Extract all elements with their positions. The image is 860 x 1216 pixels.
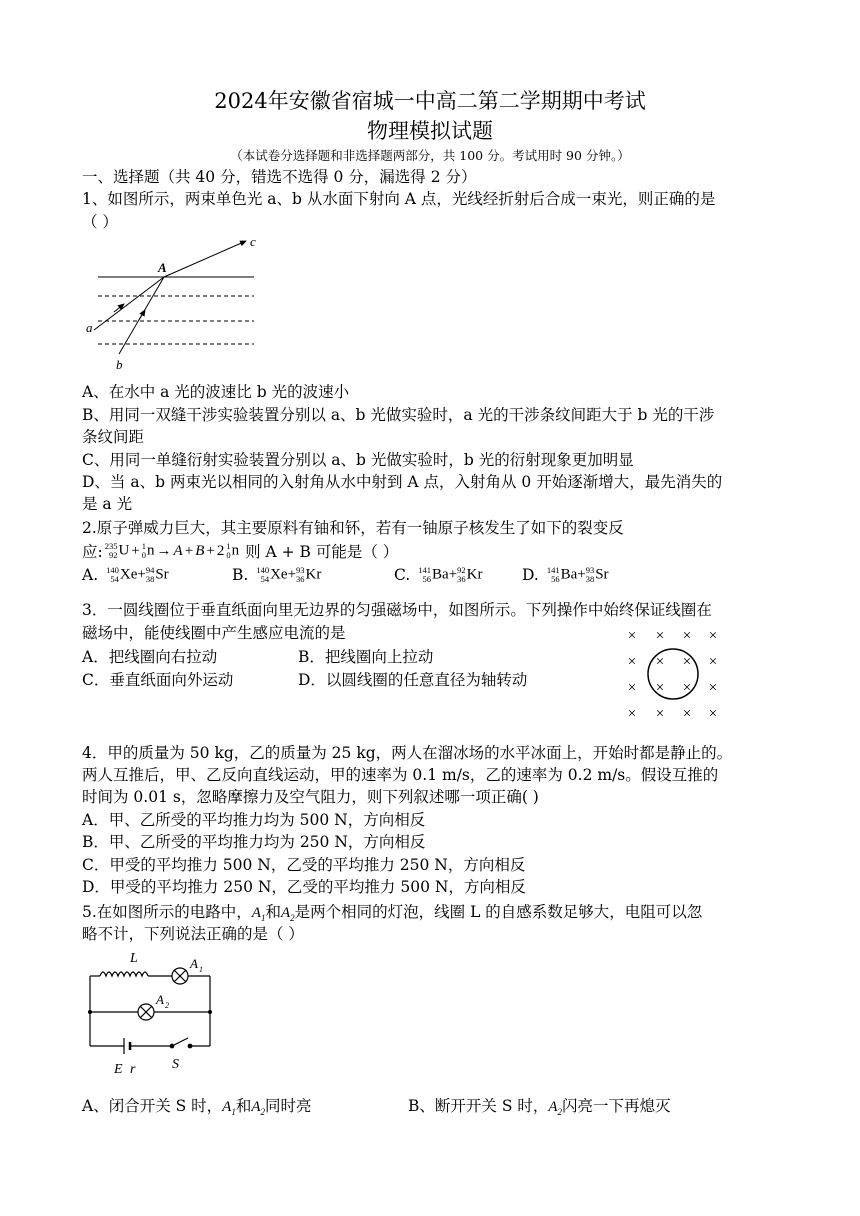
svg-text:×: ×: [682, 654, 692, 670]
exam-title: 2024年安徽省宿城一中高二第二学期期中考试: [214, 89, 646, 113]
svg-text:×: ×: [708, 628, 718, 644]
coil-circle: [648, 649, 698, 699]
q3-option-b: B．把线圈向上拉动: [298, 648, 434, 666]
q1-stem-line1: 1、如图所示，两束单色光 a、b 从水面下射向 A 点，光线经折射后合成一束光，则正确的是: [82, 190, 716, 208]
product-B: B: [195, 542, 205, 559]
label-c: c: [250, 234, 256, 249]
lamp-a2-symbol: $A_2$: [280, 905, 295, 923]
svg-text:×: ×: [682, 628, 692, 644]
q1-option-d-line2: 是 a 光: [82, 495, 133, 513]
label-r: r: [130, 1062, 136, 1077]
reaction-arrow: →: [156, 542, 172, 559]
q4-line2: 两人互推后，甲、乙反向直线运动，甲的速率为 0.1 m/s，乙的速率为 0.2 m/s。假设互推的: [82, 766, 719, 784]
label-E: E: [114, 1062, 123, 1077]
field-crosses: [628, 628, 717, 722]
svg-text:2: 2: [165, 1001, 169, 1010]
exam-note: （本试卷分选择题和非选择题两部分，共 100 分。考试用时 90 分钟。）: [230, 148, 630, 163]
q4-option-c: C．甲受的平均推力 500 N，乙受的平均推力 250 N，方向相反: [82, 856, 526, 874]
label-L: L: [130, 951, 138, 966]
svg-text:×: ×: [682, 680, 692, 696]
svg-text:×: ×: [627, 628, 637, 644]
q5-option-b: B、断开开关 S 时， $A_2$ 闪亮一下再熄灭: [408, 1097, 671, 1117]
svg-text:×: ×: [627, 680, 637, 696]
q2-stem-prefix: 应:: [82, 543, 103, 561]
q3-stem-line2: 磁场中，能使线圈中产生感应电流的是: [82, 624, 346, 642]
q5-stem-line2: 略不计，下列说法正确的是（ ）: [82, 925, 304, 943]
inductor-coil: [100, 972, 148, 976]
q3-option-a: A．把线圈向右拉动: [82, 648, 218, 666]
svg-text:×: ×: [627, 706, 637, 722]
section-heading: 一、选择题（共 40 分，错选不选得 0 分，漏选得 2 分）: [82, 168, 477, 186]
neutron-coefficient: 2: [216, 542, 225, 559]
q2-equation-line: 应: 235 92 U + 1 0 n → A + B + 2 1 0 n 则 A + B 可能是（ ）: [82, 541, 399, 561]
label-A: A: [158, 260, 167, 275]
uranium-nuclide: 235 92 U: [104, 541, 130, 560]
ray-c: [164, 241, 246, 277]
q2-option-d: D. 141 56 Ba+ 93 38 Sr: [522, 565, 609, 584]
product-A: A: [173, 542, 183, 559]
label-S: S: [172, 1057, 179, 1072]
svg-text:×: ×: [708, 680, 718, 696]
q2-stem-suffix: 则 A + B 可能是（ ）: [245, 543, 399, 561]
q4-option-a: A．甲、乙所受的平均推力均为 500 N，方向相反: [82, 811, 426, 829]
q1-option-b-line2: 条纹间距: [82, 428, 145, 446]
q1-option-d-line1: D、当 a、b 两束光以相同的入射角从水中射到 A 点，入射角从 0 开始逐渐增大，最先消失的: [82, 473, 723, 491]
q3-option-c: C．垂直纸面向外运动: [82, 671, 234, 689]
svg-text:×: ×: [627, 654, 637, 670]
q1-refraction-figure: [84, 232, 264, 372]
q5-circuit-figure: [80, 942, 220, 1082]
q4-option-d: D．甲受的平均推力 250 N，乙受的平均推力 500 N，方向相反: [82, 878, 526, 896]
svg-text:1: 1: [199, 965, 203, 974]
q5-option-a: A、闭合开关 S 时， $A_1$ 和 $A_2$ 同时亮: [82, 1097, 312, 1117]
svg-text:×: ×: [655, 680, 665, 696]
neutron-nuclide-product: 1 0 n: [226, 541, 240, 560]
label-b: b: [116, 357, 123, 372]
q4-line1: 4．甲的质量为 50 kg，乙的质量为 25 kg，两人在溜冰场的水平冰面上，开始时都是静止的。: [82, 744, 733, 762]
svg-text:×: ×: [708, 654, 718, 670]
q1-stem-line2: （ ）: [82, 213, 118, 231]
exam-subtitle: 物理模拟试题: [367, 119, 493, 143]
lamp-a1-symbol: $A_1$: [251, 905, 266, 923]
q5-stem-line1: 5.在如图所示的电路中， $A_1$ 和 $A_2$ 是两个相同的灯泡，线圈 L 的自感系数足够大，电阻可以忽: [82, 903, 703, 923]
q2-stem-line1: 2.原子弹威力巨大，其主要原料有铀和钚，若有一铀原子核发生了如下的裂变反: [82, 519, 624, 537]
q4-line3: 时间为 0.01 s，忽略摩擦力及空气阻力，则下列叙述哪一项正确( ): [82, 788, 539, 806]
ray-a: [94, 277, 164, 330]
q1-option-c: C、用同一单缝衍射实验装置分别以 a、b 光做实验时，b 光的衍射现象更加明显: [82, 451, 634, 469]
q3-magnetic-field-figure: [620, 622, 730, 726]
svg-text:×: ×: [708, 706, 718, 722]
q3-stem-line1: 3．一圆线圈位于垂直纸面向里无边界的匀强磁场中，如图所示。下列操作中始终保证线圈在: [82, 601, 712, 619]
label-A1: A: [190, 956, 198, 971]
q2-option-c: C. 141 56 Ba+ 92 36 Kr: [394, 565, 483, 584]
q1-option-a: A、在水中 a 光的波速比 b 光的波速小: [82, 383, 350, 401]
q2-option-a: A. 140 54 Xe+ 94 38 Sr: [82, 565, 169, 584]
plus-sign: +: [131, 542, 140, 559]
label-A2: A: [156, 992, 164, 1007]
q3-option-d: D．以圆线圈的任意直径为轴转动: [298, 671, 528, 689]
switch: [172, 1038, 188, 1046]
svg-text:×: ×: [655, 628, 665, 644]
q2-option-b: B. 140 54 Xe+ 93 36 Kr: [232, 565, 322, 584]
label-a: a: [86, 320, 93, 335]
q1-option-b-line1: B、用同一双缝干涉实验装置分别以 a、b 光做实验时，a 光的干涉条纹间距大于 b 光的干涉: [82, 406, 715, 424]
svg-text:×: ×: [655, 654, 665, 670]
svg-text:×: ×: [682, 706, 692, 722]
neutron-nuclide: 1 0 n: [141, 541, 155, 560]
svg-text:×: ×: [655, 706, 665, 722]
q4-option-b: B．甲、乙所受的平均推力均为 250 N，方向相反: [82, 833, 426, 851]
